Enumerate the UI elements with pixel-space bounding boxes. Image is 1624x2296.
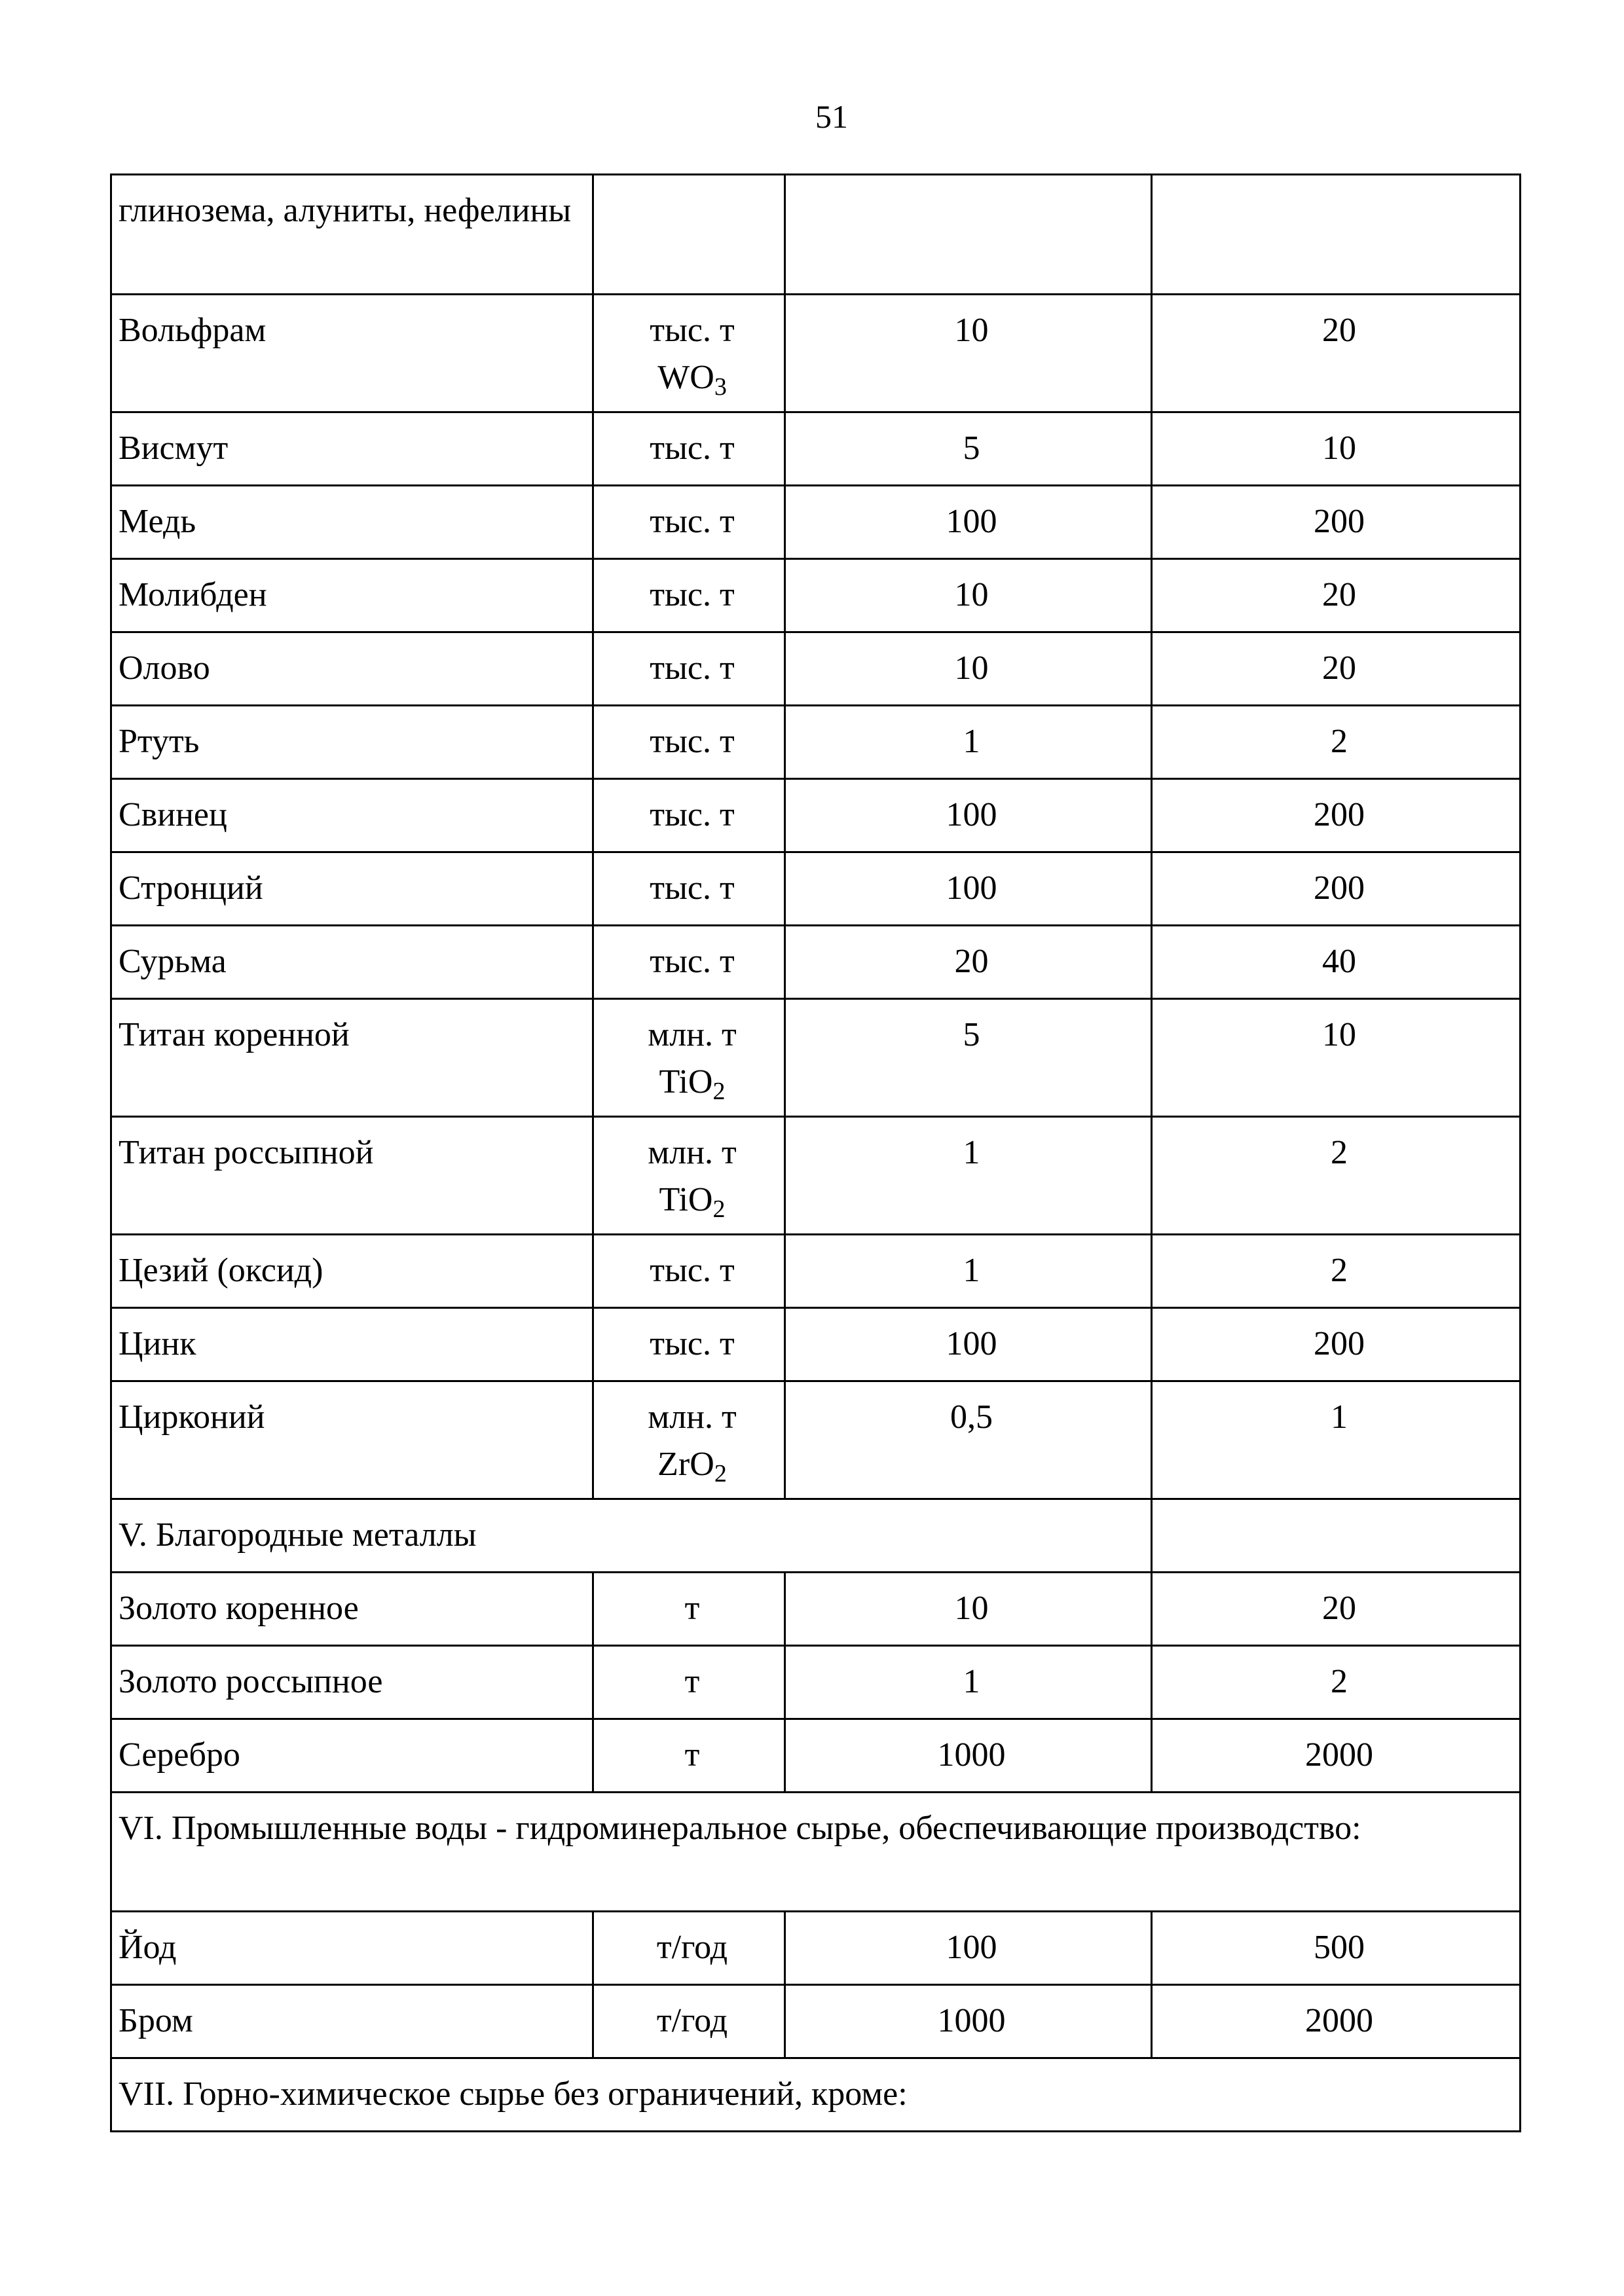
- unit-text: млн. т: [648, 1016, 737, 1053]
- unit-formula: [600, 1059, 784, 1106]
- table-row: [111, 852, 1521, 926]
- value-cell: 5: [785, 999, 1152, 1117]
- value-cell: 20: [785, 926, 1152, 999]
- value-cell: 2: [1152, 1117, 1521, 1235]
- value-cell: 500: [1152, 1912, 1521, 1985]
- value-cell: [1152, 1499, 1521, 1573]
- section-heading-vii: VII. Горно-химическое сырье без ограничений, кроме:: [111, 2058, 1521, 2132]
- resource-name-cell: Цинк: [111, 1308, 593, 1381]
- value-cell: 2000: [1152, 1719, 1521, 1793]
- table-row: [111, 1719, 1521, 1793]
- resource-name-cell: Золото коренное: [111, 1573, 593, 1646]
- unit-cell: тыс. т: [593, 486, 785, 559]
- value-cell: 10: [785, 632, 1152, 706]
- unit-cell: т: [593, 1719, 785, 1793]
- value-cell: 200: [1152, 486, 1521, 559]
- table-row: [111, 1985, 1521, 2058]
- unit-cell: т: [593, 1646, 785, 1719]
- value-cell: 1: [785, 1646, 1152, 1719]
- table-row: [111, 559, 1521, 632]
- unit-cell: [593, 295, 785, 412]
- value-cell: 10: [1152, 412, 1521, 486]
- value-cell: 2: [1152, 1646, 1521, 1719]
- table-row: [111, 632, 1521, 706]
- value-cell: 2000: [1152, 1985, 1521, 2058]
- value-cell: 100: [785, 852, 1152, 926]
- section-row: [111, 1793, 1521, 1912]
- table-row: [111, 295, 1521, 412]
- value-cell: 1: [785, 1235, 1152, 1308]
- section-heading-vi: VI. Промышленные воды - гидроминеральное сырье, обеспечивающие производство:: [111, 1793, 1521, 1912]
- value-cell: 100: [785, 1308, 1152, 1381]
- unit-cell: т/год: [593, 1985, 785, 2058]
- table-row: [111, 999, 1521, 1117]
- unit-text: млн. т: [648, 1398, 737, 1436]
- table-row: [111, 926, 1521, 999]
- unit-cell: тыс. т: [593, 412, 785, 486]
- resource-name-cell: Титан коренной: [111, 999, 593, 1117]
- unit-formula: [600, 1441, 784, 1488]
- unit-formula: [600, 354, 784, 401]
- value-cell: 1000: [785, 1719, 1152, 1793]
- resource-name-cell: глинозема, алуниты, нефелины: [111, 175, 593, 295]
- resource-name-cell: Молибден: [111, 559, 593, 632]
- unit-cell: [593, 1117, 785, 1235]
- table-row: [111, 412, 1521, 486]
- value-cell: 10: [785, 295, 1152, 412]
- resource-name-cell: Бром: [111, 1985, 593, 2058]
- value-cell: 20: [1152, 1573, 1521, 1646]
- value-cell: 100: [785, 1912, 1152, 1985]
- value-cell: [1152, 175, 1521, 295]
- formula-subscript: 2: [712, 1078, 726, 1105]
- unit-text: тыс. т: [650, 312, 735, 349]
- table-row: [111, 1308, 1521, 1381]
- value-cell: 10: [785, 1573, 1152, 1646]
- resource-name-cell: Олово: [111, 632, 593, 706]
- value-cell: 20: [1152, 632, 1521, 706]
- resource-name-cell: Цирконий: [111, 1381, 593, 1499]
- resource-name-cell: Стронций: [111, 852, 593, 926]
- formula-base: TiO: [659, 1063, 713, 1101]
- value-cell: 40: [1152, 926, 1521, 999]
- page-number: 51: [815, 98, 848, 135]
- table-row: [111, 1646, 1521, 1719]
- formula-base: WO: [657, 359, 714, 396]
- value-cell: 10: [1152, 999, 1521, 1117]
- unit-cell: [593, 1381, 785, 1499]
- table-row: [111, 486, 1521, 559]
- unit-cell: тыс. т: [593, 779, 785, 852]
- formula-base: TiO: [659, 1181, 713, 1218]
- resource-table: [110, 173, 1521, 2132]
- resource-name-cell: Йод: [111, 1912, 593, 1985]
- resource-name-cell: Золото россыпное: [111, 1646, 593, 1719]
- table-row: [111, 779, 1521, 852]
- section-row: [111, 2058, 1521, 2132]
- resource-name-cell: Серебро: [111, 1719, 593, 1793]
- value-cell: 2: [1152, 706, 1521, 779]
- value-cell: [785, 175, 1152, 295]
- section-row: [111, 1499, 1521, 1573]
- unit-cell: тыс. т: [593, 852, 785, 926]
- value-cell: 5: [785, 412, 1152, 486]
- table-row: [111, 1235, 1521, 1308]
- formula-subscript: 2: [712, 1195, 726, 1223]
- unit-cell: тыс. т: [593, 1308, 785, 1381]
- value-cell: 200: [1152, 1308, 1521, 1381]
- value-cell: 1: [1152, 1381, 1521, 1499]
- resource-name-cell: Висмут: [111, 412, 593, 486]
- value-cell: 1: [785, 1117, 1152, 1235]
- unit-cell: т/год: [593, 1912, 785, 1985]
- unit-cell: [593, 999, 785, 1117]
- table-row: [111, 1381, 1521, 1499]
- table-row: [111, 706, 1521, 779]
- resource-name-cell: Вольфрам: [111, 295, 593, 412]
- unit-cell: тыс. т: [593, 632, 785, 706]
- table-row: [111, 1912, 1521, 1985]
- unit-cell: т: [593, 1573, 785, 1646]
- value-cell: 20: [1152, 295, 1521, 412]
- resource-name-cell: Цезий (оксид): [111, 1235, 593, 1308]
- value-cell: 100: [785, 779, 1152, 852]
- value-cell: 200: [1152, 852, 1521, 926]
- unit-cell: [593, 175, 785, 295]
- resource-name-cell: Свинец: [111, 779, 593, 852]
- table-row: [111, 175, 1521, 295]
- unit-cell: тыс. т: [593, 926, 785, 999]
- value-cell: 200: [1152, 779, 1521, 852]
- formula-subscript: 2: [714, 1460, 727, 1487]
- value-cell: 1000: [785, 1985, 1152, 2058]
- resource-name-cell: Титан россыпной: [111, 1117, 593, 1235]
- formula-base: ZrO: [657, 1446, 714, 1483]
- table-row: [111, 1573, 1521, 1646]
- resource-name-cell: Ртуть: [111, 706, 593, 779]
- value-cell: 20: [1152, 559, 1521, 632]
- formula-subscript: 3: [714, 373, 727, 401]
- value-cell: 0,5: [785, 1381, 1152, 1499]
- unit-formula: [600, 1176, 784, 1224]
- unit-text: млн. т: [648, 1134, 737, 1171]
- value-cell: 1: [785, 706, 1152, 779]
- value-cell: 100: [785, 486, 1152, 559]
- value-cell: 2: [1152, 1235, 1521, 1308]
- value-cell: 10: [785, 559, 1152, 632]
- unit-cell: тыс. т: [593, 706, 785, 779]
- table-row: [111, 1117, 1521, 1235]
- section-heading-v: V. Благородные металлы: [111, 1499, 1152, 1573]
- unit-cell: тыс. т: [593, 1235, 785, 1308]
- unit-cell: тыс. т: [593, 559, 785, 632]
- resource-name-cell: Медь: [111, 486, 593, 559]
- resource-name-cell: Сурьма: [111, 926, 593, 999]
